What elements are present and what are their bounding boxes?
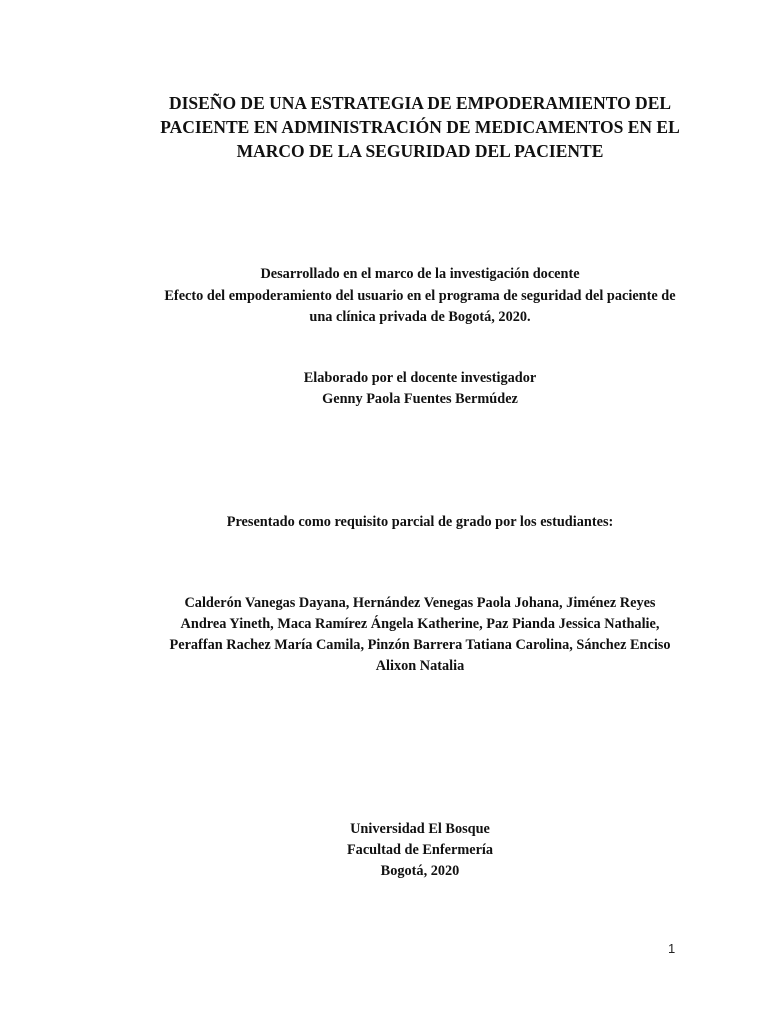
- place-year: Bogotá, 2020: [380, 863, 460, 879]
- context-line: una clínica privada de Bogotá, 2020.: [309, 309, 531, 325]
- students-line: Andrea Yineth, Maca Ramírez Ángela Katherine, Paz Pianda Jessica Nathalie,: [180, 616, 660, 632]
- presented-statement: Presentado como requisito parcial de grado por los estudiantes:: [226, 514, 614, 530]
- context-line: Efecto del empoderamiento del usuario en el programa de seguridad del paciente de: [164, 288, 676, 304]
- author-label: Elaborado por el docente investigador: [303, 370, 537, 386]
- students-line: Alixon Natalia: [375, 658, 465, 674]
- author-name: Genny Paola Fuentes Bermúdez: [322, 391, 518, 407]
- context-line: Desarrollado en el marco de la investigación docente: [260, 266, 580, 282]
- university: Universidad El Bosque: [350, 821, 490, 837]
- title-line: DISEÑO DE UNA ESTRATEGIA DE EMPODERAMIENTO DEL: [168, 93, 672, 113]
- faculty: Facultad de Enfermería: [346, 842, 494, 858]
- page-number: 1: [668, 941, 676, 956]
- title-line: PACIENTE EN ADMINISTRACIÓN DE MEDICAMENTOS EN EL: [160, 117, 680, 137]
- title-line: MARCO DE LA SEGURIDAD DEL PACIENTE: [236, 141, 604, 161]
- students-line: Peraffan Rachez María Camila, Pinzón Barrera Tatiana Carolina, Sánchez Enciso: [169, 637, 671, 653]
- students-line: Calderón Vanegas Dayana, Hernández Venegas Paola Johana, Jiménez Reyes: [184, 595, 656, 611]
